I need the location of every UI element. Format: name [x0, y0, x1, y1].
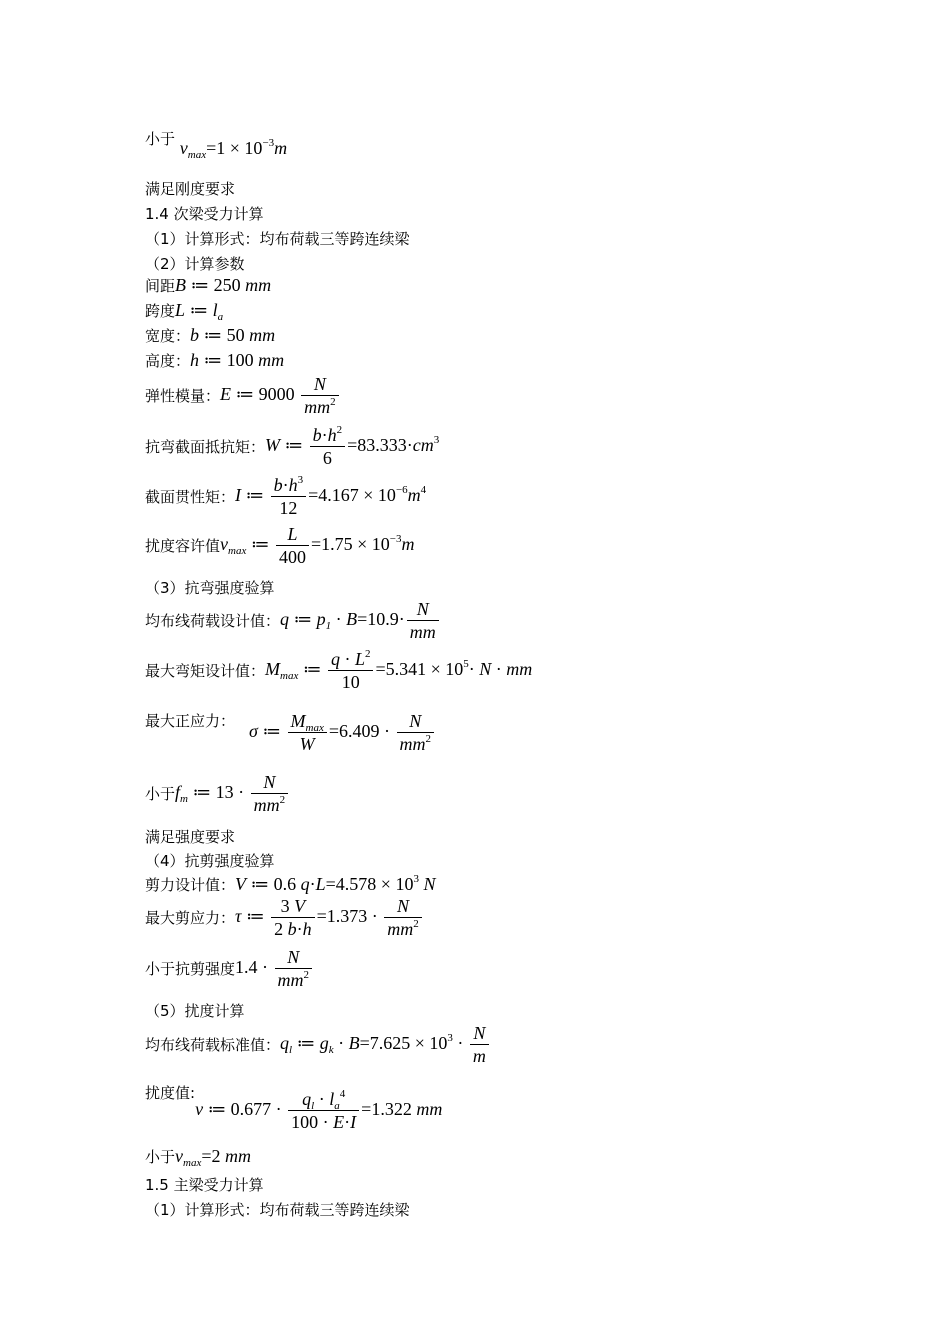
line-shear-check: （4）抗剪强度验算: [145, 852, 275, 870]
line-deflection-calc: （5）扰度计算: [145, 1002, 245, 1020]
line-calc-form-main-beam: （1）计算形式：均布荷载三等跨连续梁: [145, 1201, 410, 1219]
line-vmax3-limit: 小于$v_{max}=2$ mm: [145, 1146, 251, 1169]
line-stiffness-ok: 满足刚度要求: [145, 180, 236, 198]
section-heading-1-5: 1.5 主梁受力计算: [145, 1176, 264, 1194]
line-bending-check: （3）抗弯强度验算: [145, 579, 275, 597]
line-max-moment: 最大弯矩设计值：$M_{max}$ ≔ $\frac{q \cdot L^2}{10}$ $=5.341 \times 10^5\cdot N$ · mm: [145, 648, 533, 692]
line-shear-limit: 小于抗剪强度1.4 · $\frac{N}{mm^2}$: [145, 946, 314, 991]
line-calc-params: （2）计算参数: [145, 255, 245, 273]
line-design-load: 均布线荷载设计值：q ≔ $p_1 \cdot B=10.9\cdot$ $\frac{N}{mm}$: [145, 598, 441, 643]
line-max-normal-stress: 最大正应力： σ ≔ $\frac{M_{max}}{W}$ =6.409 · $\frac{N}{mm^2}$: [145, 710, 436, 755]
line-max-shear-stress: 最大剪应力：τ ≔ $\frac{3 V}{2 b\cdot h}$ =1.373 · $\frac{N}{mm^2}$: [145, 895, 424, 940]
line-strength-ok: 满足强度要求: [145, 828, 236, 846]
text: 小于: [145, 130, 176, 148]
line-span: 跨度L ≔ $l_a$: [145, 300, 224, 323]
equation: $v_{max}=1 \times 10^{-3}m$: [179, 137, 288, 161]
line-vmax-limit: [145, 128, 288, 161]
line-spacing: 间距B ≔ 250 mm: [145, 275, 272, 295]
line-moment-of-inertia: 截面贯性矩：I ≔ $\frac{b\cdot h^3}{12}$ $=4.167 \times 10^{-6}m^4$: [145, 474, 427, 518]
line-allowable-deflection: 扰度容许值$v_{max}$ ≔ $\frac{L}{400}$ $=1.75 \times 10^{-3}m$: [145, 524, 415, 567]
line-standard-load: 均布线荷载标准值：$q_l$ ≔ $g_k \cdot B=7.625 \times 10^3$ · $\frac{N}{m}$: [145, 1022, 491, 1067]
line-deflection-value: 扰度值:v ≔ 0.677 · $\frac{q_l \cdot l_a^4}{100 \cdot E\cdot I}$ =1.322 mm: [145, 1084, 443, 1132]
section-heading-1-4: 1.4 次梁受力计算: [145, 205, 264, 223]
line-fm-limit: 小于$f_m$ ≔ 13 · $\frac{N}{mm^2}$: [145, 771, 290, 816]
line-section-modulus: 抗弯截面抵抗矩：W ≔ $\frac{b\cdot h^2}{6}$ $=83.333\cdot cm^3$: [145, 424, 440, 468]
line-width: 宽度：b ≔ 50 mm: [145, 325, 276, 345]
line-elastic-modulus: 弹性模量：E ≔ 9000 $\frac{N}{mm^2}$: [145, 373, 341, 418]
line-calc-form: （1）计算形式：均布荷载三等跨连续梁: [145, 230, 410, 248]
line-shear-force: 剪力设计值：V ≔ 0.6 $q\cdot L=4.578 \times 10^3$ N: [145, 873, 436, 894]
line-height: 高度：h ≔ 100 mm: [145, 350, 285, 370]
